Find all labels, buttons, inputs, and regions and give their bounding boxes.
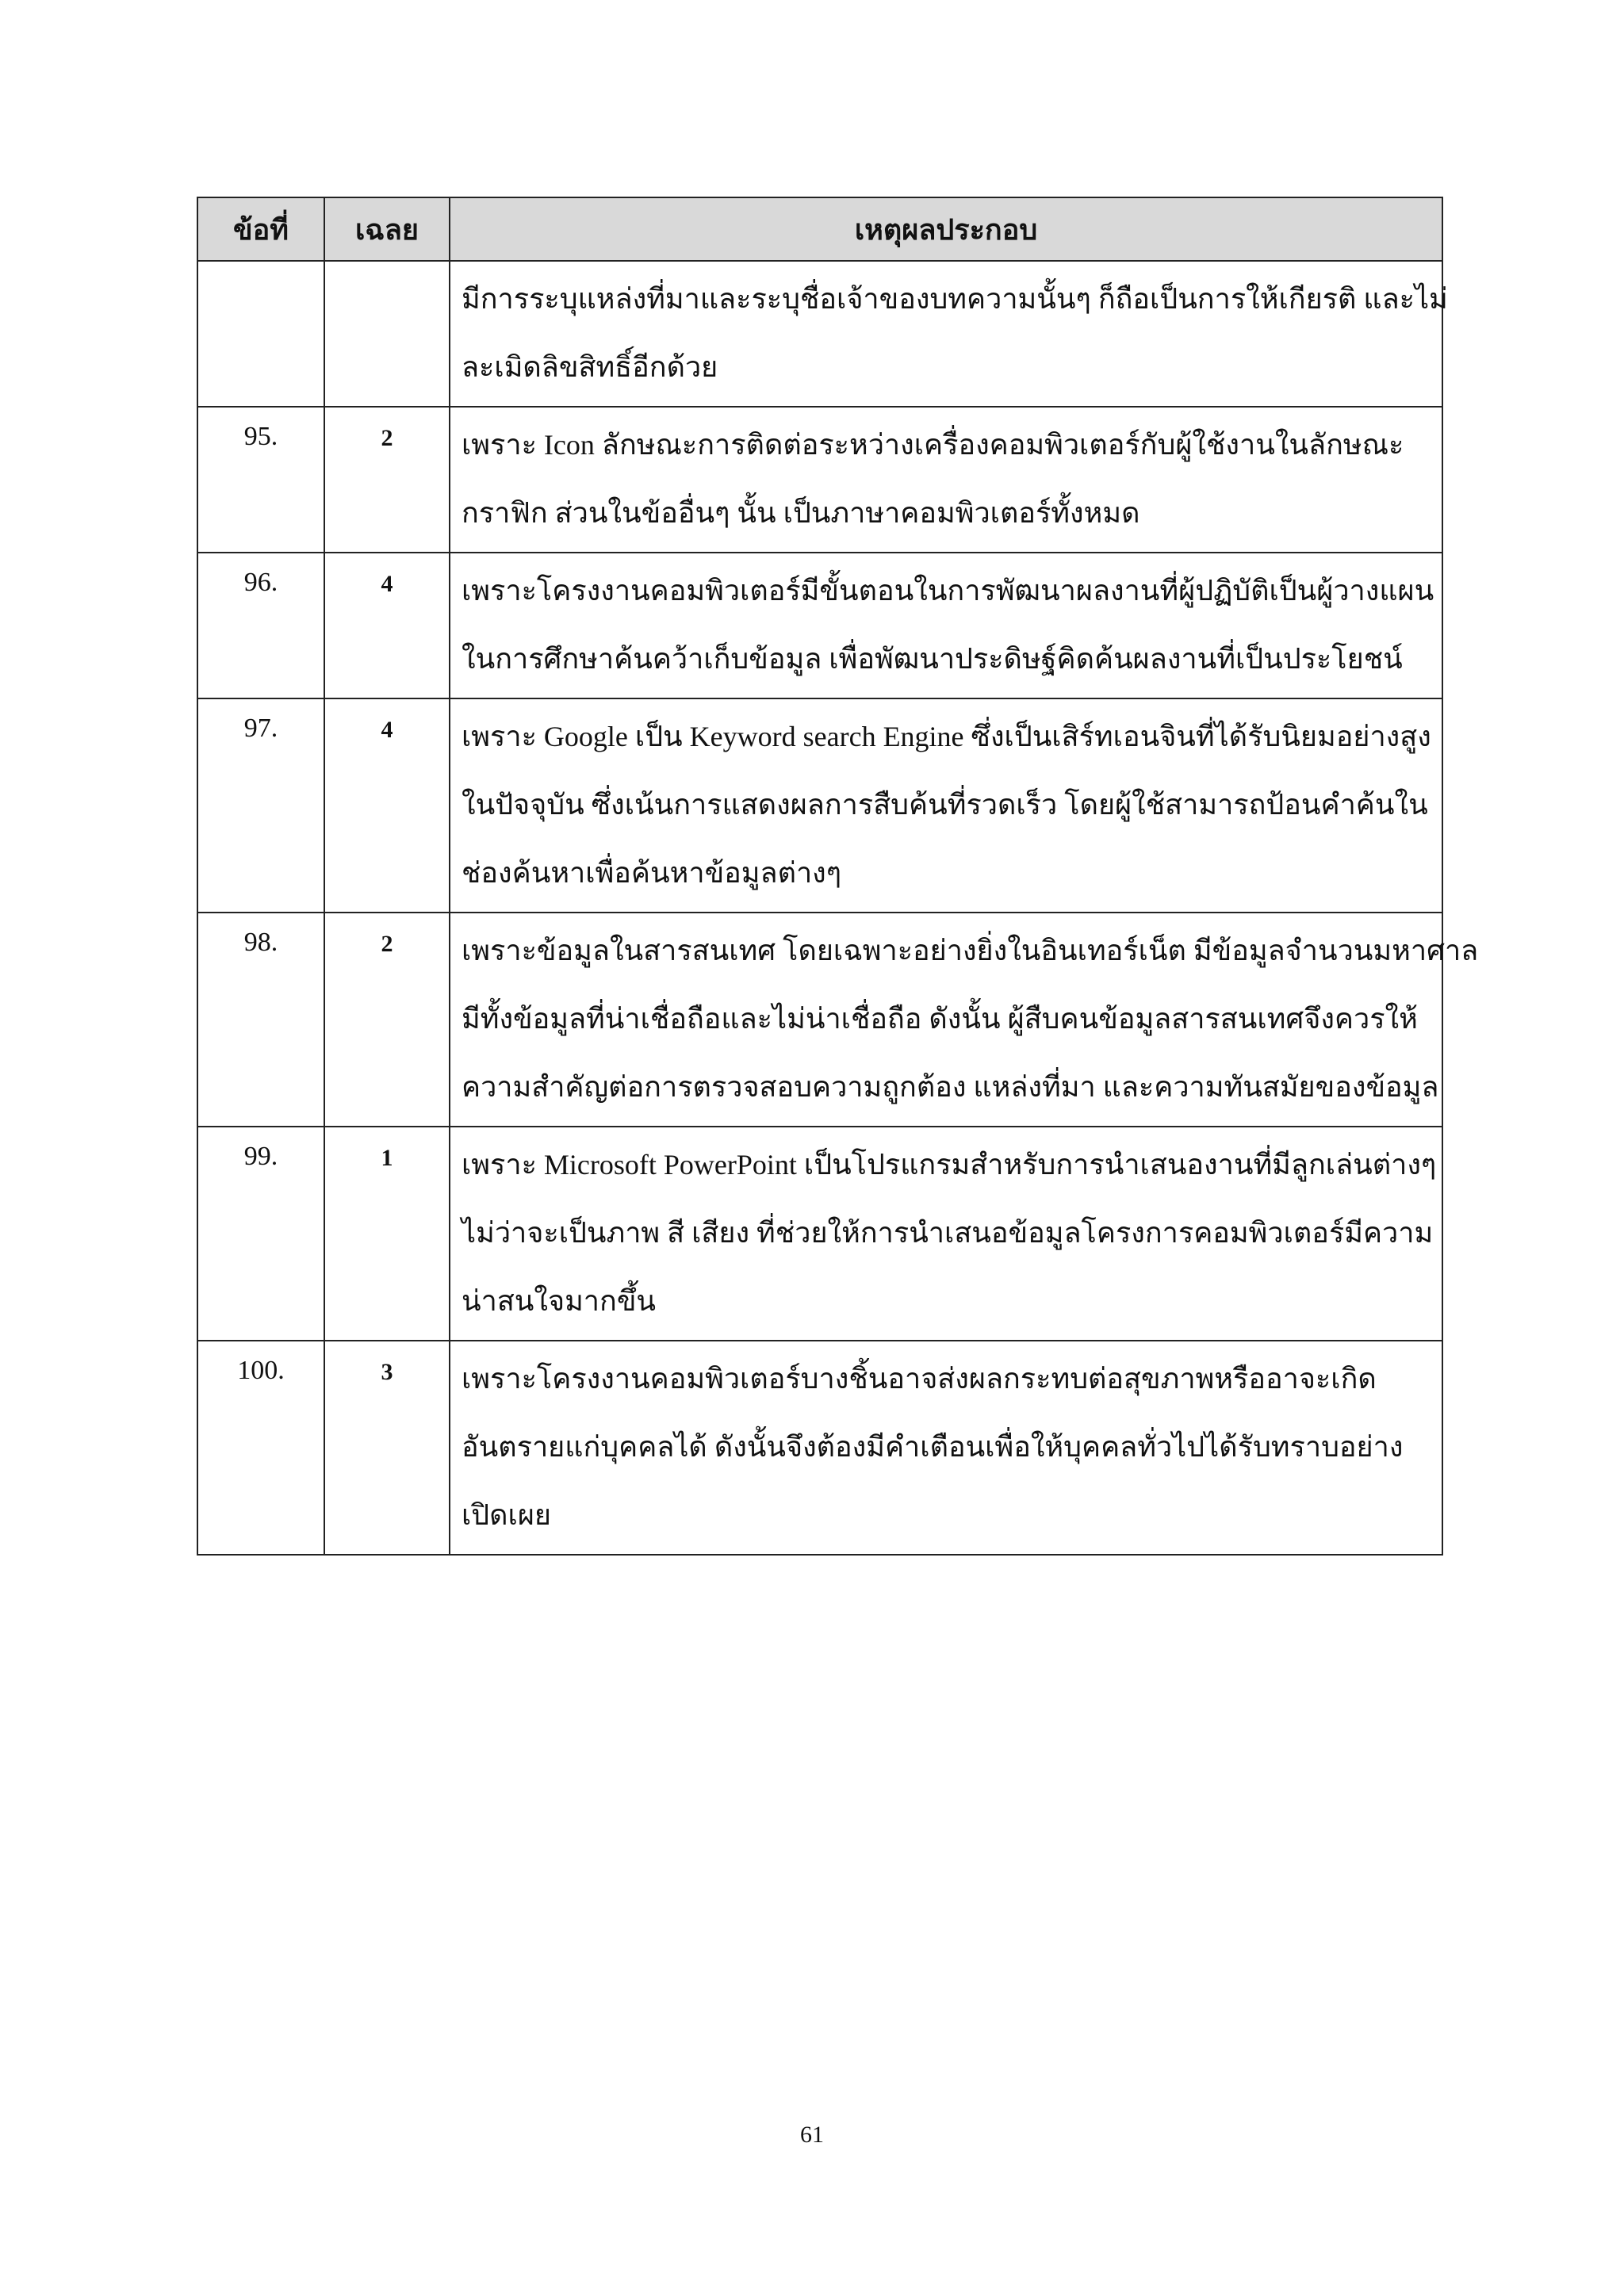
header-answer: เฉลย	[324, 197, 450, 261]
row-reason	[450, 261, 1448, 407]
row-number: 97.	[197, 698, 324, 913]
row-reason	[450, 698, 1442, 913]
row-reason	[450, 407, 1442, 553]
reason-line: กราฟิก ส่วนในข้ออื่นๆ นั้น เป็นภาษาคอมพิวเตอร์ทั้งหมด	[462, 497, 1140, 529]
row-answer: 2	[324, 407, 450, 553]
reason-line: ไม่ว่าจะเป็นภาพ สี เสียง ที่ช่วยให้การนำเสนอข้อมูลโครงการคอมพิวเตอร์มีความ	[462, 1217, 1434, 1249]
answer-key-table	[197, 197, 1479, 1556]
reason-line: ละเมิดลิขสิทธิ์อีกด้วย	[462, 351, 718, 383]
reason-line: เพราะ Microsoft PowerPoint เป็นโปรแกรมสำหรับการนำเสนองานที่มีลูกเล่นต่างๆ	[462, 1149, 1437, 1181]
table-row	[197, 913, 1442, 1127]
reason-line: อันตรายแก่บุคคลได้ ดังนั้นจึงต้องมีคำเตือนเพื่อให้บุคคลทั่วไปได้รับทราบอย่าง	[462, 1431, 1404, 1463]
reason-line: เปิดเผย	[462, 1499, 552, 1531]
table-row	[197, 407, 1442, 553]
table-row	[197, 1341, 1442, 1555]
reason-line: เพราะโครงงานคอมพิวเตอร์มีขั้นตอนในการพัฒนาผลงานที่ผู้ปฏิบัติเป็นผู้วางแผน	[462, 575, 1434, 607]
row-answer	[324, 261, 450, 407]
reason-line: น่าสนใจมากขึ้น	[462, 1285, 657, 1317]
table-row	[197, 1127, 1442, 1341]
reason-line: มีการระบุแหล่งที่มาและระบุชื่อเจ้าของบทความนั้นๆ ก็ถือเป็นการให้เกียรติ และไม่	[462, 283, 1448, 315]
row-answer: 4	[324, 553, 450, 698]
reason-line: ความสำคัญต่อการตรวจสอบความถูกต้อง แหล่งที่มา และความทันสมัยของข้อมูล	[462, 1071, 1439, 1103]
reason-line: เพราะ Google เป็น Keyword search Engine ซึ่งเป็นเสิร์ทเอนจินที่ได้รับนิยมอย่างสูง	[462, 721, 1431, 752]
row-number: 96.	[197, 553, 324, 698]
row-answer: 1	[324, 1127, 450, 1341]
row-number: 98.	[197, 913, 324, 1127]
row-answer: 2	[324, 913, 450, 1127]
header-number: ข้อที่	[197, 197, 324, 261]
table-row	[197, 261, 1442, 407]
row-reason	[450, 553, 1442, 698]
reason-line: ช่องค้นหาเพื่อค้นหาข้อมูลต่างๆ	[462, 857, 842, 889]
reason-line: เพราะข้อมูลในสารสนเทศ โดยเฉพาะอย่างยิ่งในอินเทอร์เน็ต มีข้อมูลจำนวนมหาศาล	[462, 935, 1479, 966]
reason-line: เพราะโครงงานคอมพิวเตอร์บางชิ้นอาจส่งผลกระทบต่อสุขภาพหรืออาจะเกิด	[462, 1363, 1377, 1395]
row-answer: 3	[324, 1341, 450, 1555]
table-row	[197, 698, 1442, 913]
row-number	[197, 261, 324, 407]
table-row	[197, 553, 1442, 698]
page-number: 61	[800, 2122, 824, 2148]
row-reason	[450, 1127, 1442, 1341]
header-reason: เหตุผลประกอบ	[450, 197, 1442, 261]
row-number: 100.	[197, 1341, 324, 1555]
row-reason	[450, 1341, 1442, 1555]
table-header-row	[197, 197, 1442, 261]
reason-line: ในปัจจุบัน ซึ่งเน้นการแสดงผลการสืบค้นที่รวดเร็ว โดยผู้ใช้สามารถป้อนคำค้นใน	[462, 789, 1428, 821]
row-answer: 4	[324, 698, 450, 913]
reason-line: เพราะ Icon ลักษณะการติดต่อระหว่างเครื่องคอมพิวเตอร์กับผู้ใช้งานในลักษณะ	[462, 429, 1404, 461]
row-number: 99.	[197, 1127, 324, 1341]
row-reason	[450, 913, 1479, 1127]
reason-line: ในการศึกษาค้นคว้าเก็บข้อมูล เพื่อพัฒนาประดิษฐ์คิดค้นผลงานที่เป็นประโยชน์	[462, 643, 1403, 675]
row-number: 95.	[197, 407, 324, 553]
reason-line: มีทั้งข้อมูลที่น่าเชื่อถือและไม่น่าเชื่อถือ ดังนั้น ผู้สืบคนข้อมูลสารสนเทศจึงควรให้	[462, 1003, 1418, 1035]
